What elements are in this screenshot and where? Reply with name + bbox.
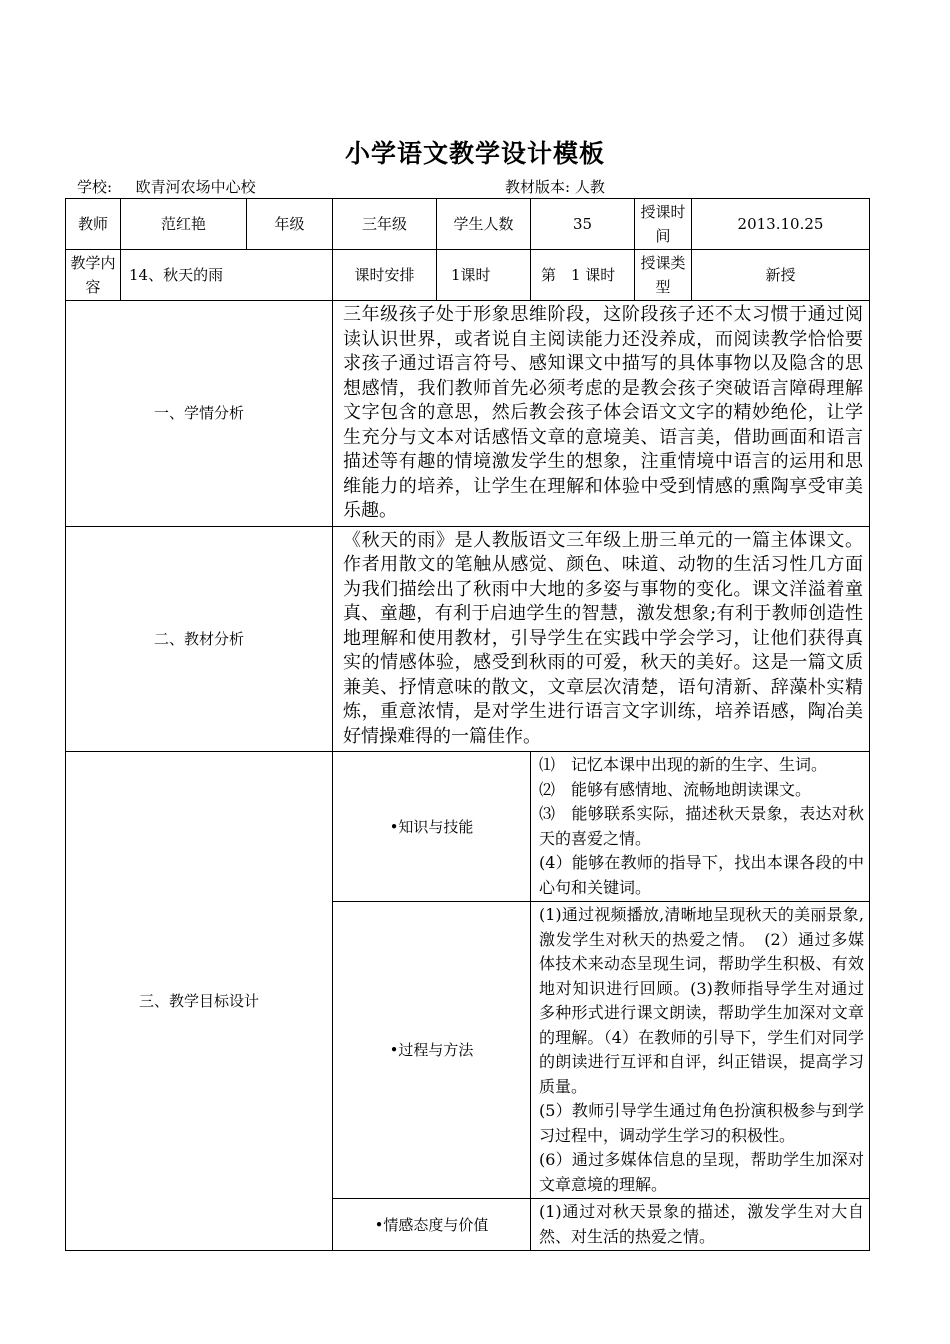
- knowledge-item: ⑶ 能够联系实际，描述秋天景象，表达对秋天的喜爱之情。: [539, 804, 864, 848]
- knowledge-label: •知识与技能: [333, 752, 531, 902]
- grade-value: 三年级: [333, 199, 437, 250]
- knowledge-text: [531, 752, 870, 902]
- students-value: 35: [531, 199, 635, 250]
- process-item: (5）教师引导学生通过角色扮演积极参与到学习过程中，调动学生学习的积极性。: [539, 1101, 864, 1145]
- grade-label: 年级: [247, 199, 333, 250]
- edition-field: [505, 176, 605, 197]
- period-value: 第 1 课时: [531, 250, 635, 301]
- student-analysis-text: 三年级孩子处于形象思维阶段，这阶段孩子还不太习惯于通过阅读认识世界，或者说自主阅读能力还没养成，而阅读教学恰恰要求孩子通过语言符号、感知课文中描写的具体事物以及隐含的思想感情，我们教师首先必须考虑的是教会孩子突破语言障碍理解文字包含的意思，然后教会孩子体会语文文字的精妙绝伦，让学生充分与文本对话感悟文章的意境美、语言美，借助画面和语言描述等有趣的情境激发学生的想象，注重情境中语言的运用和思维能力的培养，让学生在理解和体验中受到情感的熏陶享受审美乐趣。: [333, 301, 870, 527]
- process-item: (1)通过视频播放,清晰地呈现秋天的美丽景象,激发学生对秋天的热爱之情。 (2）通过多媒体技术来动态呈现生词，帮助学生积极、有效地对知识进行回顾。(3)教师指导学生对通过多种形式进行课文朗读，帮助学生加深对文章的理解。（4）在教师的引导下，学生们对同学的朗读进行互评和自评，纠正错误，提高学习质量。: [539, 905, 864, 1096]
- process-label: •过程与方法: [333, 902, 531, 1199]
- process-item: (6）通过多媒体信息的呈现，帮助学生加深对文章意境的理解。: [539, 1150, 864, 1194]
- process-text: [531, 902, 870, 1199]
- edition-label: 教材版本:: [505, 178, 571, 196]
- objective-knowledge-row: [66, 752, 870, 902]
- schedule-label: 课时安排: [333, 250, 437, 301]
- emotion-text: [531, 1199, 870, 1251]
- school-field: [77, 176, 256, 197]
- type-label: 授课类型: [635, 250, 692, 301]
- material-analysis-label: 二、教材分析: [66, 526, 333, 752]
- student-analysis-label: 一、学情分析: [66, 301, 333, 527]
- knowledge-item: (4）能够在教师的指导下，找出本课各段的中心句和关键词。: [539, 853, 864, 897]
- section-student-analysis: [66, 301, 870, 527]
- knowledge-item: ⑴ 记忆本课中出现的新的生字、生词。: [539, 755, 828, 774]
- info-row-2: [66, 250, 870, 301]
- emotion-label: •情感态度与价值: [333, 1199, 531, 1251]
- time-value: 2013.10.25: [692, 199, 870, 250]
- page-title: 小学语文教学设计模板: [344, 139, 605, 168]
- teacher-value: 范红艳: [121, 199, 247, 250]
- emotion-item: (1)通过对秋天景象的描述，激发学生对大自然、对生活的热爱之情。: [539, 1202, 864, 1246]
- students-label: 学生人数: [437, 199, 531, 250]
- time-label: 授课时间: [635, 199, 692, 250]
- school-value: 欧青河农场中心校: [135, 178, 256, 196]
- school-label: 学校:: [77, 178, 113, 196]
- content-value: 14、秋天的雨: [121, 250, 333, 301]
- edition-value: 人教: [574, 178, 605, 196]
- material-analysis-text: 《秋天的雨》是人教版语文三年级上册三单元的一篇主体课文。作者用散文的笔触从感觉、颜色、味道、动物的生活习性几方面为我们描绘出了秋雨中大地的多姿与事物的变化。课文洋溢着童真、童趣，有利于启迪学生的智慧，激发想象;有利于教师创造性地理解和使用教材，引导学生在实践中学会学习，让他们获得真实的情感体验，感受到秋雨的可爱，秋天的美好。这是一篇文质兼美、抒情意味的散文，文章层次清楚，语句清新、辞藻朴实精炼，重意浓情，是对学生进行语言文字训练，培养语感，陶冶美好情操难得的一篇佳作。: [333, 526, 870, 752]
- objectives-label: 三、教学目标设计: [66, 752, 333, 1251]
- lesson-plan-table: [65, 198, 870, 1251]
- schedule-value: 1课时: [437, 250, 531, 301]
- teacher-label: 教师: [66, 199, 121, 250]
- content-label: 教学内容: [66, 250, 121, 301]
- info-row-1: [66, 199, 870, 250]
- knowledge-item: ⑵ 能够有感情地、流畅地朗读课文。: [539, 779, 812, 799]
- section-material-analysis: [66, 526, 870, 752]
- type-value: 新授: [692, 250, 870, 301]
